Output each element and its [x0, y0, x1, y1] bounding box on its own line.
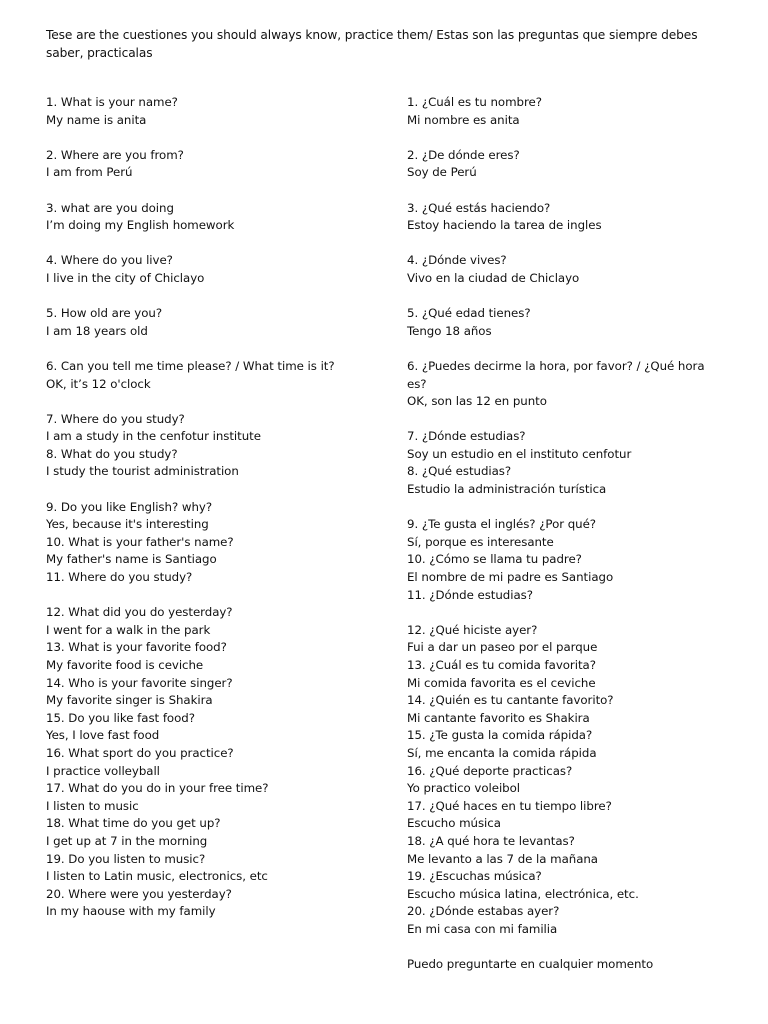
text-line: 9. Do you like English? why?: [46, 499, 213, 514]
blank-line: [407, 939, 727, 957]
text-line: Mi comida favorita es el ceviche: [407, 675, 596, 690]
blank-line: [46, 235, 376, 253]
text-line: 19. ¿Escuchas música?: [407, 869, 542, 884]
text-line: Tengo 18 años: [407, 323, 492, 338]
text-line: 15. Do you like fast food?: [46, 710, 195, 725]
text-line: Soy de Perú: [407, 165, 477, 180]
text-line: 5. ¿Qué edad tienes?: [407, 306, 531, 321]
text-line: Mi nombre es anita: [407, 112, 520, 127]
text-line: OK, son las 12 en punto: [407, 394, 547, 409]
text-line: I listen to music: [46, 798, 139, 813]
blank-line: [407, 411, 727, 429]
text-line: I am 18 years old: [46, 323, 148, 338]
text-line: Yo practico voleibol: [407, 781, 521, 796]
text-line: My father's name is Santiago: [46, 552, 217, 567]
text-line: I went for a walk in the park: [46, 622, 211, 637]
text-line: I live in the city of Chiclayo: [46, 270, 205, 285]
text-line: 2. ¿De dónde eres?: [407, 147, 520, 162]
text-line: 16. ¿Qué deporte practicas?: [407, 763, 573, 778]
text-line: 11. Where do you study?: [46, 570, 193, 585]
text-line: 4. ¿Dónde vives?: [407, 253, 507, 268]
text-line: Escucho música latina, electrónica, etc.: [407, 886, 639, 901]
text-line: Sí, porque es interesante: [407, 534, 554, 549]
text-line: 19. Do you listen to music?: [46, 851, 206, 866]
text-line: 18. What time do you get up?: [46, 816, 221, 831]
text-line: 20. Where were you yesterday?: [46, 886, 232, 901]
text-line: 10. ¿Cómo se llama tu padre?: [407, 552, 582, 567]
text-line: 14. Who is your favorite singer?: [46, 675, 233, 690]
text-line: 17. What do you do in your free time?: [46, 781, 269, 796]
text-line: My name is anita: [46, 112, 147, 127]
text-line: 7. Where do you study?: [46, 411, 185, 426]
text-line: I study the tourist administration: [46, 464, 239, 479]
blank-line: [407, 129, 727, 147]
blank-line: [46, 340, 376, 358]
text-line: 1. ¿Cuál es tu nombre?: [407, 95, 542, 109]
text-line: OK, it’s 12 o'clock: [46, 376, 151, 391]
blank-line: [46, 129, 376, 147]
text-line: 1. What is your name?: [46, 95, 178, 109]
blank-line: [46, 393, 376, 411]
text-line: My favorite food is ceviche: [46, 658, 204, 672]
text-line: My favorite singer is Shakira: [46, 693, 213, 708]
text-line: Fui a dar un paseo por el parque: [407, 640, 598, 655]
text-line: I am from Perú: [46, 165, 133, 180]
text-line: 16. What sport do you practice?: [46, 745, 234, 760]
text-line: 8. ¿Qué estudias?: [407, 464, 512, 479]
text-line: I am a study in the cenfotur institute: [46, 429, 261, 444]
text-line: En mi casa con mi familia: [407, 921, 558, 936]
text-line: 2. Where are you from?: [46, 147, 184, 162]
text-line: 5. How old are you?: [46, 306, 163, 321]
blank-line: [46, 481, 376, 499]
text-line: Yes, I love fast food: [46, 728, 160, 743]
text-line: 17. ¿Qué haces en tu tiempo libre?: [407, 798, 612, 813]
text-line: 18. ¿A qué hora te levantas?: [407, 833, 575, 848]
blank-line: [46, 288, 376, 306]
text-line: 20. ¿Dónde estabas ayer?: [407, 904, 560, 919]
text-line: Escucho música: [407, 816, 501, 831]
text-line: 13. What is your favorite food?: [46, 640, 227, 655]
text-line: Yes, because it's interesting: [46, 517, 209, 532]
blank-line: [407, 182, 727, 200]
text-line: Estoy haciendo la tarea de ingles: [407, 218, 602, 233]
text-line: 6. ¿Puedes decirme la hora, por favor? / ¿Qué hora es?: [407, 358, 705, 391]
text-line: 6. Can you tell me time please? / What time is it?: [46, 358, 335, 373]
text-line: Estudio la administración turística: [407, 482, 607, 497]
blank-line: [407, 235, 727, 253]
text-line: 3. ¿Qué estás haciendo?: [407, 200, 551, 215]
text-line: I listen to Latin music, electronics, etc: [46, 869, 268, 884]
text-line: 8. What do you study?: [46, 446, 178, 461]
blank-line: [407, 288, 727, 306]
blank-line: [407, 604, 727, 622]
blank-line: [407, 499, 727, 517]
text-line: 10. What is your father's name?: [46, 534, 234, 549]
text-line: Sí, me encanta la comida rápida: [407, 745, 597, 760]
text-line: Puedo preguntarte en cualquier momento: [407, 957, 654, 972]
spanish-column: [407, 94, 727, 974]
text-line: I practice volleyball: [46, 763, 160, 778]
text-line: 4. Where do you live?: [46, 253, 173, 268]
blank-line: [46, 587, 376, 605]
text-line: Mi cantante favorito es Shakira: [407, 710, 590, 725]
blank-line: [407, 340, 727, 358]
text-line: 3. what are you doing: [46, 200, 174, 215]
text-line: In my haouse with my family: [46, 904, 216, 919]
text-line: Me levanto a las 7 de la mañana: [407, 851, 598, 866]
text-line: I’m doing my English homework: [46, 218, 235, 233]
intro-text: Tese are the cuestiones you should always know, practice them/ Estas son las preguntas que siempre debes saber, practicalas: [46, 28, 698, 60]
english-column: [46, 94, 376, 921]
text-line: Soy un estudio en el instituto cenfotur: [407, 446, 632, 461]
text-line: I get up at 7 in the morning: [46, 833, 208, 848]
text-line: 13. ¿Cuál es tu comida favorita?: [407, 658, 596, 672]
text-line: 15. ¿Te gusta la comida rápida?: [407, 728, 593, 743]
blank-line: [46, 182, 376, 200]
text-line: 12. ¿Qué hiciste ayer?: [407, 622, 538, 637]
text-line: 12. What did you do yesterday?: [46, 605, 233, 620]
text-line: El nombre de mi padre es Santiago: [407, 570, 614, 585]
text-line: 7. ¿Dónde estudias?: [407, 429, 526, 444]
text-line: Vivo en la ciudad de Chiclayo: [407, 270, 580, 285]
text-line: 9. ¿Te gusta el inglés? ¿Por qué?: [407, 517, 597, 532]
text-line: 11. ¿Dónde estudias?: [407, 587, 533, 602]
text-line: 14. ¿Quién es tu cantante favorito?: [407, 693, 614, 708]
